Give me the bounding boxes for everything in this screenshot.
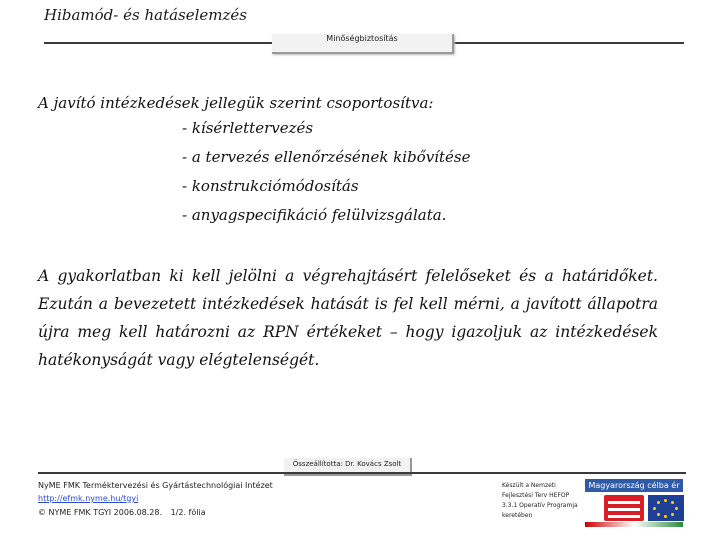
quality-tab [272,34,454,54]
intro-text: A javító intézkedések jellegük szerint csoportosítva: [38,94,434,112]
footer-divider [38,472,686,474]
compiled-by-label: Összeállította: Dr. Kovács Zsolt [292,460,402,468]
bullet-item: - konstrukciómódosítás [182,177,359,195]
project-note: Készült a Nemzeti Fejlesztési Terv HEFOP 3.3.1 Operatív Programja keretében [502,482,578,519]
nft-logo-icon [604,495,644,521]
copyright-text: © NYME FMK TGYI 2006.08.28. [38,508,163,517]
quality-label: Minőségbiztosítás [326,34,398,43]
eu-flag-icon [648,495,684,521]
flag-band [585,522,683,527]
presentation-title: Hibamód- és hatáselemzés [44,6,247,24]
bullet-item: - a tervezés ellenőrzésének kibővítése [182,148,471,166]
main-paragraph: A gyakorlatban ki kell jelölni a végrehajtásért felelőseket és a határidőket. Ezután a bevezetett intézkedések hatását is fel kell mérni, a javított állapotra újra meg kell határozni az RPN értékeket – hogy igazoljuk az intézkedések hatékonyságát vagy elégtelenségét. [38,267,658,369]
bullet-item: - kísérlettervezés [182,119,314,137]
magyarorszag-logo: Magyarország célba ér [585,479,683,492]
bullet-item: - anyagspecifikáció felülvizsgálata. [182,206,447,224]
institute-name: NyME FMK Terméktervezési és Gyártástechnológiai Intézet [38,481,273,490]
institute-link[interactable]: http://efmk.nyme.hu/tgyi [38,494,139,503]
copyright-line [38,508,206,517]
slide-number: 1/2. fólia [170,508,206,517]
